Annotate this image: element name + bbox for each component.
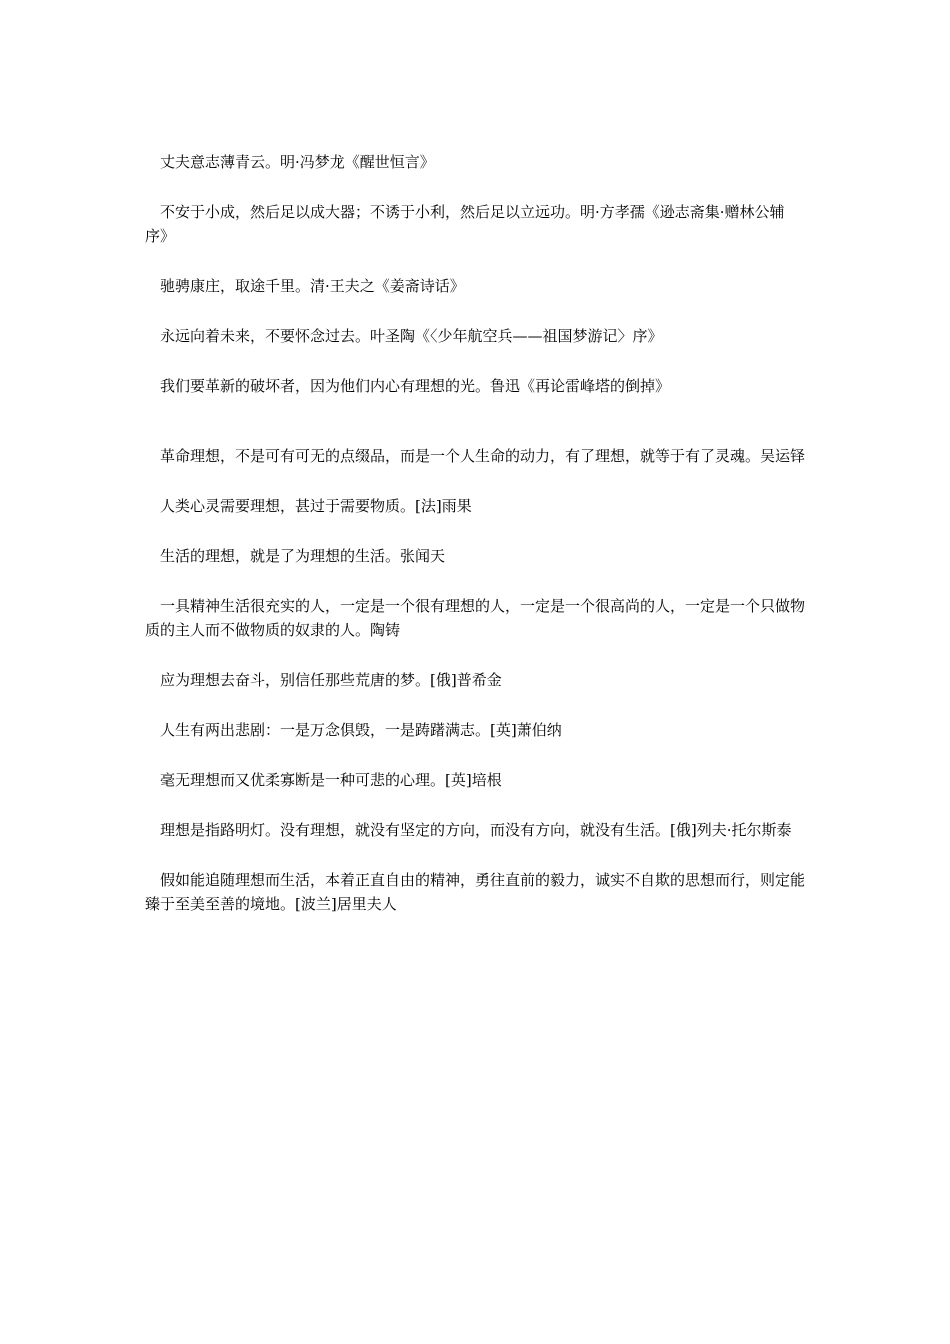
document-body (145, 150, 805, 942)
quote-paragraph: 不安于小成，然后足以成大器；不诱于小利，然后足以立远功。明·方孝孺《逊志斋集·赠林公辅序》 (145, 203, 785, 245)
quote-paragraph: 一具精神生活很充实的人，一定是一个很有理想的人，一定是一个很高尚的人，一定是一个只做物质的主人而不做物质的奴隶的人。陶铸 (145, 597, 806, 639)
quote-paragraph: 驰骋康庄，取途千里。清·王夫之《姜斋诗话》 (160, 277, 465, 295)
quote-paragraph: 我们要革新的破坏者，因为他们内心有理想的光。鲁迅《再论雷峰塔的倒掉》 (160, 377, 671, 395)
quote-paragraph: 理想是指路明灯。没有理想，就没有坚定的方向，而没有方向，就没有生活。[俄]列夫·托尔斯泰 (160, 821, 792, 839)
quote-paragraph: 丈夫意志薄青云。明·冯梦龙《醒世恒言》 (160, 153, 435, 171)
quote-paragraph: 革命理想，不是可有可无的点缀品，而是一个人生命的动力，有了理想，就等于有了灵魂。吴运铎 (160, 447, 806, 465)
quote-paragraph: 人生有两出悲剧：一是万念俱毁，一是踌躇满志。[英]萧伯纳 (160, 721, 562, 739)
quote-paragraph: 应为理想去奋斗，别信任那些荒唐的梦。[俄]普希金 (160, 671, 502, 689)
quote-paragraph: 人类心灵需要理想，甚过于需要物质。[法]雨果 (160, 497, 472, 515)
quote-paragraph: 毫无理想而又优柔寡断是一种可悲的心理。[英]培根 (160, 771, 502, 789)
quote-paragraph: 生活的理想，就是了为理想的生活。张闻天 (160, 547, 446, 565)
quote-paragraph: 永远向着未来，不要怀念过去。叶圣陶《〈少年航空兵——祖国梦游记〉序》 (160, 327, 663, 345)
quote-paragraph: 假如能追随理想而生活，本着正直自由的精神，勇往直前的毅力，诚实不自欺的思想而行，则定能臻于至美至善的境地。[波兰]居里夫人 (145, 871, 806, 913)
